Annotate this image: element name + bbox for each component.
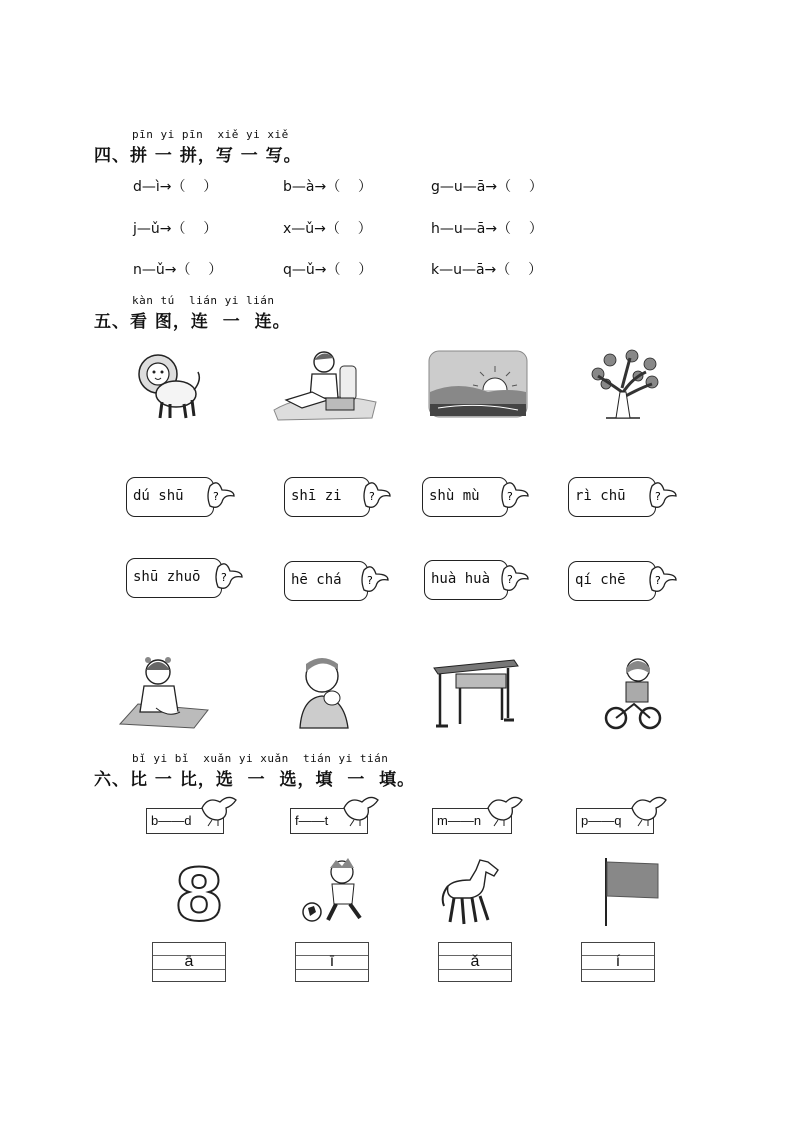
exercise-item: h—u—ā→（ ） <box>431 221 543 237</box>
pinyin-bubble[interactable]: shù mù <box>422 477 508 517</box>
flag-picture <box>600 856 664 928</box>
option-card[interactable]: p——q <box>576 808 654 834</box>
section6-title: 六、比 一 比，选 一 选，填 一 填。 <box>94 770 416 790</box>
bubble-tail-icon <box>498 563 530 597</box>
exercise-item: d—ì→（ ） <box>133 179 218 195</box>
pinyin-bubble[interactable]: qí chē <box>568 561 656 601</box>
bubble-tail-icon <box>358 564 390 598</box>
girl-drawing-picture <box>118 654 210 730</box>
lion-picture <box>136 350 202 422</box>
section6-pinyin: bǐ yi bǐ xuǎn yi xuǎn tián yi tián <box>132 752 389 765</box>
number-eight-picture <box>172 853 225 937</box>
answer-text: ā <box>184 953 194 970</box>
answer-text: ǎ <box>470 953 480 970</box>
writing-box[interactable] <box>581 942 655 982</box>
svg-text:?: ? <box>221 571 227 584</box>
exercise-item: j—ǔ→（ ） <box>133 221 218 237</box>
writing-box[interactable] <box>152 942 226 982</box>
svg-text:?: ? <box>655 490 661 503</box>
exercise-item: n—ǔ→（ ） <box>133 262 223 278</box>
writing-box[interactable] <box>295 942 369 982</box>
pinyin-bubble[interactable]: shī zi <box>284 477 370 517</box>
exercise-item: q—ǔ→（ ） <box>283 262 373 278</box>
svg-text:8: 8 <box>174 853 225 937</box>
sunrise-picture <box>428 350 528 418</box>
exercise-item: b—à→（ ） <box>283 179 372 195</box>
answer-text: ī <box>329 953 335 970</box>
pinyin-bubble[interactable]: huà huà <box>424 560 508 600</box>
pinyin-bubble[interactable]: hē chá <box>284 561 368 601</box>
bubble-tail-icon <box>646 480 678 514</box>
bubble-tail-icon <box>204 480 236 514</box>
option-card[interactable]: b——d <box>146 808 224 834</box>
boy-drinking-picture <box>296 654 358 730</box>
svg-text:?: ? <box>369 490 375 503</box>
boy-football-picture <box>298 856 378 928</box>
svg-text:?: ? <box>367 574 373 587</box>
pinyin-bubble[interactable]: dú shū <box>126 477 214 517</box>
answer-text: í <box>615 953 621 970</box>
girl-cycling-picture <box>604 654 662 730</box>
bird-icon <box>484 794 526 828</box>
svg-text:?: ? <box>213 490 219 503</box>
bubble-tail-icon <box>646 564 678 598</box>
bubble-tail-icon <box>360 480 392 514</box>
svg-text:?: ? <box>507 573 513 586</box>
option-card[interactable]: m——n <box>432 808 512 834</box>
pinyin-bubble[interactable]: shū zhuō <box>126 558 222 598</box>
bird-icon <box>628 794 670 828</box>
svg-text:?: ? <box>655 574 661 587</box>
section5-title: 五、看 图，连 一 连。 <box>94 312 291 332</box>
bubble-tail-icon <box>498 480 530 514</box>
boy-reading-picture <box>272 348 378 422</box>
section5-pinyin: kàn tú lián yi lián <box>132 294 275 307</box>
desk-picture <box>430 654 522 730</box>
option-card[interactable]: f——t <box>290 808 368 834</box>
bubble-tail-icon <box>212 561 244 595</box>
section4-title: 四、拼 一 拼，写 一 写。 <box>94 146 302 166</box>
exercise-item: k—u—ā→（ ） <box>431 262 543 278</box>
svg-text:?: ? <box>507 490 513 503</box>
bird-icon <box>198 794 240 828</box>
exercise-item: x—ǔ→（ ） <box>283 221 372 237</box>
writing-box[interactable] <box>438 942 512 982</box>
bird-icon <box>340 794 382 828</box>
tree-picture <box>586 348 662 422</box>
horse-picture <box>440 856 506 928</box>
exercise-item: g—u—ā→（ ） <box>431 179 543 195</box>
section4-pinyin: pīn yi pīn xiě yi xiě <box>132 128 289 141</box>
pinyin-bubble[interactable]: rì chū <box>568 477 656 517</box>
